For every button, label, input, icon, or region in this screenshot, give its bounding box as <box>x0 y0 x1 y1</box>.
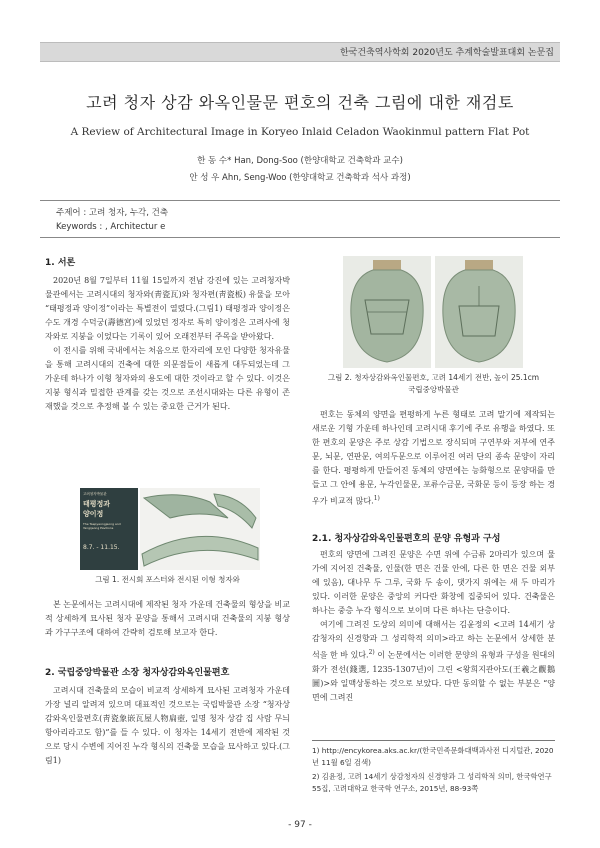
left-column-bottom <box>45 666 290 768</box>
figure-1 <box>80 488 260 570</box>
keywords-box <box>40 200 560 238</box>
right-paragraph-3-continued: 이 논문에서는 이러한 문양의 유형과 구성을 원대의 화가 전선(錢選, 1235-1307년)이 그린 <왕희지관아도(王羲之觀鵝圖)>와 일맥상통하는 것으로 보았다. 다만 동의할 수 없는 부분은 “양면에 그려진 <box>312 650 555 702</box>
footnote-2: 2) 김윤정, 고려 14세기 상감청자의 신경향과 그 성리학적 의미, 한국학연구 55집, 고려대학교 한국학 연구소, 2015년, 88-93쪽 <box>312 772 552 793</box>
section-2-heading: 2. 국립중앙박물관 소장 청자상감와옥인물편호 <box>45 668 230 678</box>
footnote-ref-1: 1) <box>373 495 380 502</box>
figure-1-caption: 그림 1. 전시회 포스터와 전시된 이형 청자와 <box>95 575 240 584</box>
keywords-english: Keywords : , Architectur e <box>56 222 166 232</box>
left-column-middle <box>45 598 290 640</box>
paper-title-korean: 고려 청자 상감 와옥인물문 편호의 건축 그림에 대한 재검토 <box>86 93 514 112</box>
paper-title-english: A Review of Architectural Image in Koryeo Inlaid Celadon Waokinmul pattern Flat Pot <box>70 126 530 138</box>
figure-2 <box>343 256 523 368</box>
right-paragraph-3-text: 여기에 그려진 도상의 의미에 대해서는 김윤정의 <고려 14세기 상감청자의 신경향과 그 성리학적 의미>라고 하는 논문에서 상세한 분석을 한 바 있다. <box>312 620 555 660</box>
section-1-paragraph-1: 2020년 8월 7일부터 11월 15일까지 전남 강진에 있는 고려청자박물관에서는 고려시대의 청자와(靑瓷瓦)와 청자편(靑瓷板) 유물을 모아 “태평정과 양이정”이라는 특별전이 열렸다.(그림1) 태평정과 양이정은 수도 개경 수덕궁(壽德宮)에 있었던 정자로 특히 양이정은 고려사에 청자와로 지붕을 이었다는 기록이 있어 오래전부터 주목을 받아왔다. <box>45 276 290 341</box>
subsection-2-1-heading: 2.1. 청자상감와옥인물편호의 문양 유형과 구성 <box>312 534 501 544</box>
poster-english-1: The Taepyeongjeong and <box>83 522 121 526</box>
section-1-heading: 1. 서론 <box>45 258 76 268</box>
exhibition-poster <box>80 488 138 570</box>
figure-2-caption-line-1: 그림 2. 청자상감와옥인물편호, 고려 14세기 전반, 높이 25.1cm <box>327 373 540 382</box>
section-1-paragraph-2: 이 전시를 위해 국내에서는 처음으로 한자리에 모인 다양한 청자유물을 통해 고려시대의 건축에 대한 의문점들이 새롭게 대두되었는데 그 가운데 하나가 이형 청자와의 용도에 대한 것이라고 할 수 있다. 이것은 지붕 형식과 밀접한 관계를 갖는 것으로 조선시대와는 다른 유형이 존재했을 것으로 추정해 볼 수 있는 중요한 근거가 된다. <box>45 346 290 411</box>
footnotes <box>312 740 555 795</box>
keywords-korean: 주제어 : 고려 청자, 누각, 건축 <box>56 208 169 218</box>
right-paragraph-1-text: 편호는 동체의 양면을 편평하게 누른 형태로 고려 말기에 제작되는 새로운 기형 가운데 하나인데 고려시대 후기에 주로 유행을 하였다. 또한 편호의 문양은 주로 상감 기법으로 장식되며 구연부와 저부에 연주문, 뇌문, 연판문, 여의두문으로 이루어진 여러 단의 종속 문양이 자리를 한다. 평평하게 만들어진 동체의 양면에는 능화형으로 문양대를 만들고 그 안에 용문, 누각인물문, 포류수금문, 국화문 등이 등장 하는 경우가 비교적 많다. <box>312 410 555 506</box>
conference-header: 한국건축역사학회 2020년도 추계학술발표대회 논문집 <box>40 42 560 62</box>
figure-2-caption <box>312 372 555 396</box>
author-2: 안 성 우 Ahn, Seng-Woo (한양대학교 건축학과 석사 과정) <box>189 173 411 183</box>
section-2-paragraph-1: 고려시대 건축물의 모습이 비교적 상세하게 묘사된 고려청자 가운데 가장 널리 알려져 있으며 대표적인 것으로는 국립박물관 소장 “청자상감와옥인물편호(靑瓷象嵌瓦屋人物扁壺, 일명 청자 상감 집 사람 무늬 항아리라고도 함)”를 들 수 있다. 이 청자는 14세기 전반에 제작된 것으로 당시 수변에 지어진 누각 형식의 건축물 모습을 묘사하고 있다.(그림1) <box>45 686 290 765</box>
left-column-top <box>45 256 290 414</box>
right-paragraph-3 <box>312 618 555 705</box>
poster-museum: 고려청자박물관 <box>83 492 107 496</box>
celadon-roof-tiles-photo <box>140 488 260 570</box>
poster-dates: 8.7. - 11.15. <box>83 544 120 551</box>
celadon-flat-pot-back-photo <box>435 256 523 368</box>
author-1: 한 동 수* Han, Dong-Soo (한양대학교 건축학과 교수) <box>197 156 403 166</box>
page-number: - 97 - <box>288 820 312 830</box>
right-column-bottom <box>312 532 555 705</box>
section-1-paragraph-3: 본 논문에서는 고려시대에 제작된 청자 가운데 건축물의 형상을 비교적 상세하게 묘사된 청자 문양을 통해서 고려시대 건축물의 지붕 형상과 가구구조에 대하여 간략히 검토해 보고자 한다. <box>45 600 290 637</box>
right-paragraph-1 <box>312 408 555 509</box>
poster-title-1: 태평정과 <box>83 500 111 508</box>
footnote-ref-2: 2) <box>368 649 375 656</box>
author-list <box>40 153 560 187</box>
poster-title-2: 양이정 <box>83 510 104 518</box>
right-column-top <box>312 408 555 509</box>
footnote-1: 1) http://encykorea.aks.ac.kr/(한국민족문화대백과사전 디지털관, 2020년 11월 6일 검색) <box>312 746 554 767</box>
figure-2-caption-line-2: 국립중앙박물관 <box>408 385 459 394</box>
poster-english-2: Yangijeong Pavilions <box>83 526 114 530</box>
right-paragraph-2: 편호의 양면에 그려진 문양은 수면 위에 수금류 2마리가 있으며 물가에 지어진 건축물, 인물(한 면은 건물 안에, 다른 한 면은 건물 외부에 있음), 대나무 두 그루, 국화 두 송이, 댓가지 위에는 새 두 마리가 있다. 이러한 문양은 중앙의 커다란 화창에 집중되어 있다. 건축물은 하나는 중층 누각 형식으로 보이며 다른 하나는 단층이다. <box>312 550 555 615</box>
celadon-flat-pot-front-photo <box>343 256 431 368</box>
